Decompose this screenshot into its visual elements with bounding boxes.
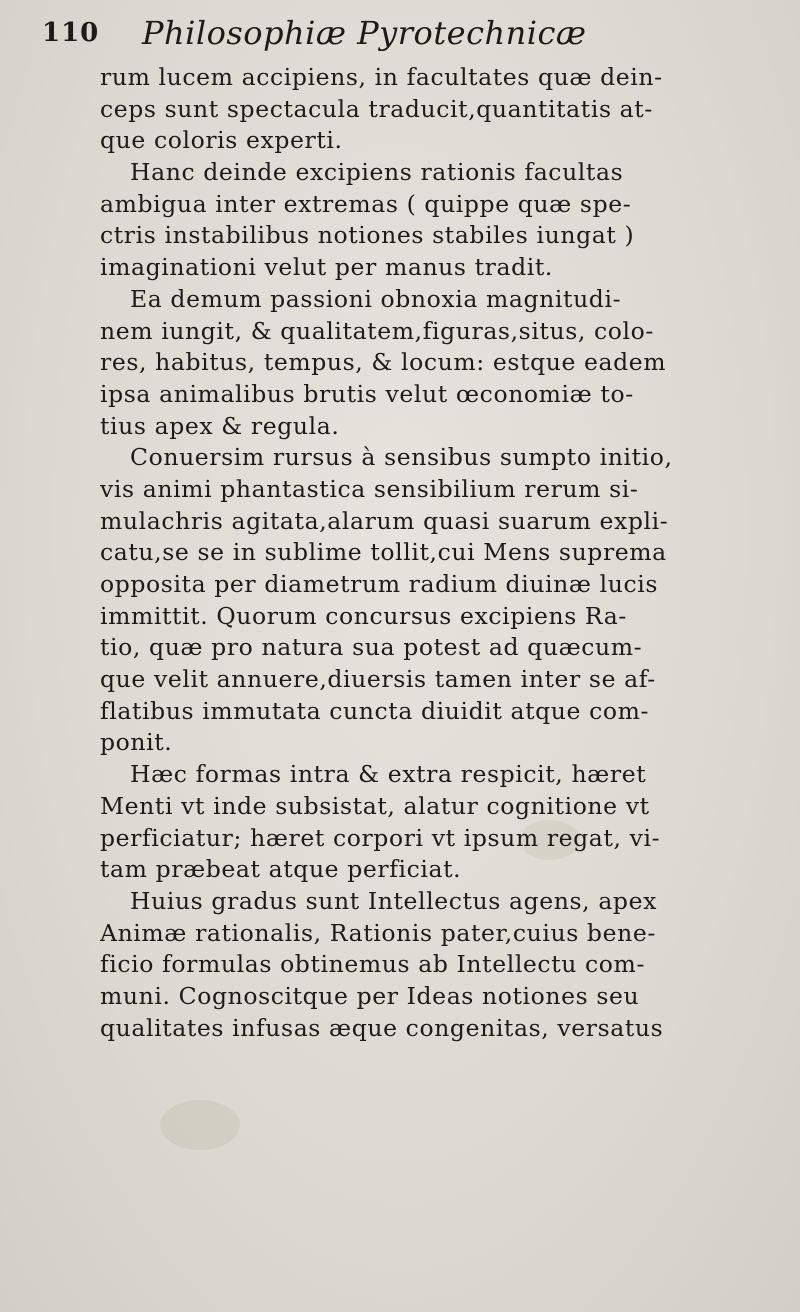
page-number: 110 xyxy=(42,18,100,48)
text-line: ipsa animalibus brutis velut œconomiæ to- xyxy=(100,379,634,408)
page-header xyxy=(42,14,782,58)
text-line: res, habitus, tempus, & locum: estque eadem xyxy=(100,348,667,377)
text-line: Hanc deinde excipiens rationis facultas xyxy=(130,158,624,187)
text-line: que velit annuere,diuersis tamen inter se af- xyxy=(100,665,656,694)
text-line: ficio formulas obtinemus ab Intellectu com- xyxy=(100,950,645,979)
text-line: ponit. xyxy=(100,728,173,757)
text-line: ctris instabilibus notiones stabiles iungat ) xyxy=(100,221,635,250)
text-line: nem iungit, & qualitatem,figuras,situs, colo- xyxy=(100,316,654,345)
text-line: mulachris agitata,alarum quasi suarum expli- xyxy=(100,506,669,535)
text-line: Conuersim rursus à sensibus sumpto initio, xyxy=(130,443,673,472)
body-text xyxy=(100,62,770,1044)
text-line: Animæ rationalis, Rationis pater,cuius bene- xyxy=(100,918,656,947)
text-line: catu,se se in sublime tollit,cui Mens suprema xyxy=(100,538,667,567)
text-line: vis animi phantastica sensibilium rerum si- xyxy=(100,474,639,503)
text-line: ambigua inter extremas ( quippe quæ spe- xyxy=(100,189,632,218)
text-line: immittit. Quorum concursus excipiens Ra- xyxy=(100,601,627,630)
text-line: tio, quæ pro natura sua potest ad quæcum- xyxy=(100,633,643,662)
text-line: imaginationi velut per manus tradit. xyxy=(100,253,553,282)
text-line: flatibus immutata cuncta diuidit atque com- xyxy=(100,696,650,725)
text-line: Ea demum passioni obnoxia magnitudi- xyxy=(130,284,622,313)
paper-stain xyxy=(160,1100,240,1150)
text-line: tius apex & regula. xyxy=(100,411,340,440)
text-line: ceps sunt spectacula traducit,quantitatis at- xyxy=(100,94,653,123)
text-line: perficiatur; hæret corpori vt ipsum regat, vi- xyxy=(100,823,661,852)
text-line: rum lucem accipiens, in facultates quæ dein- xyxy=(100,63,663,91)
text-line: muni. Cognoscitque per Ideas notiones seu xyxy=(100,981,640,1010)
text-line: Hæc formas intra & extra respicit, hæret xyxy=(130,760,647,789)
running-title: Philosophiæ Pyrotechnicæ xyxy=(142,14,587,52)
text-line: Huius gradus sunt Intellectus agens, apex xyxy=(130,886,657,915)
text-line: que coloris experti. xyxy=(100,126,343,155)
text-line: opposita per diametrum radium diuinæ lucis xyxy=(100,570,659,598)
text-line: Menti vt inde subsistat, alatur cognitione vt xyxy=(100,791,650,820)
text-line: tam præbeat atque perficiat. xyxy=(100,855,462,884)
text-line: qualitates infusas æque congenitas, versatus xyxy=(100,1013,664,1042)
